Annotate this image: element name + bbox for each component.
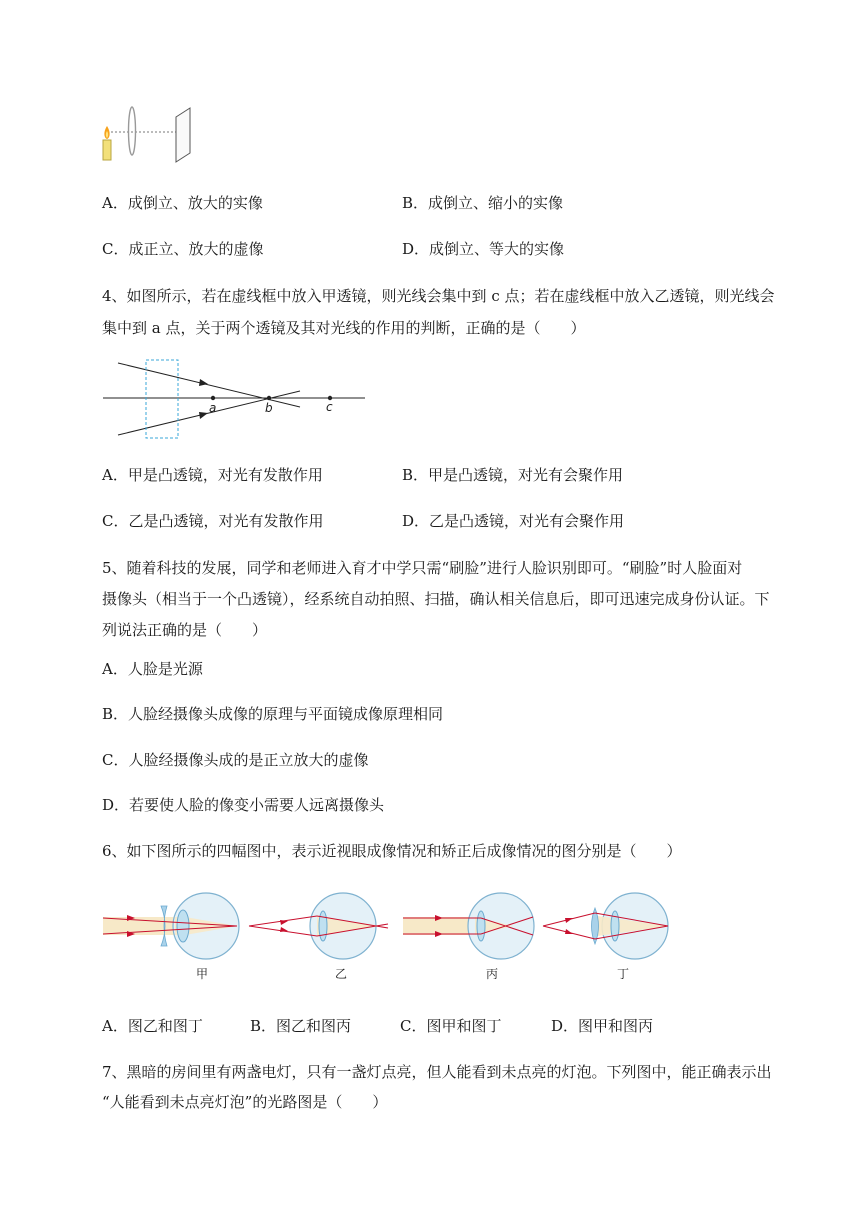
q6-option-a[interactable]: A．图乙和图丁: [102, 1017, 203, 1035]
q4-stem-line1: 4、如图所示，若在虚线框中放入甲透镜，则光线会集中到 c 点；若在虚线框中放入乙透镜，则光线会: [102, 287, 775, 305]
q5-stem-line2: 摄像头（相当于一个凸透镜），经系统自动拍照、扫描，确认相关信息后，即可迅速完成身份认证。下: [102, 590, 770, 608]
screen-icon: [176, 108, 190, 162]
q7-stem-line2: “人能看到未点亮灯泡”的光路图是（ ）: [102, 1093, 388, 1111]
q4-option-c[interactable]: C．乙是凸透镜，对光有发散作用: [102, 512, 324, 530]
q4-stem-line2: 集中到 a 点，关于两个透镜及其对光线的作用的判断，正确的是（ ）: [102, 319, 586, 337]
q5-stem-line1: 5、随着科技的发展，同学和老师进入育才中学只需“刷脸”进行人脸识别即可。“刷脸”时人脸面对: [102, 559, 743, 577]
q7-stem-line1: 7、黑暗的房间里有两盏电灯，只有一盏灯点亮，但人能看到未点亮的灯泡。下列图中，能正确表示出: [102, 1063, 772, 1081]
caption-jia: 甲: [196, 967, 209, 981]
point-a: [211, 396, 215, 400]
dashed-lens-box: [146, 360, 178, 438]
eye-diagram-jia: [103, 893, 239, 981]
q5-option-c[interactable]: C．人脸经摄像头成的是正立放大的虚像: [102, 751, 369, 769]
label-a: a: [209, 401, 217, 415]
q6-option-c[interactable]: C．图甲和图丁: [400, 1017, 502, 1035]
q6-option-d[interactable]: D．图甲和图丙: [551, 1017, 654, 1035]
eye-diagrams-figure: [103, 890, 683, 990]
q5-option-a[interactable]: A．人脸是光源: [102, 660, 203, 678]
label-c: c: [326, 400, 333, 414]
q5-option-d[interactable]: D．若要使人脸的像变小需要人远离摄像头: [102, 796, 385, 814]
q5-stem-line3: 列说法正确的是（ ）: [102, 621, 268, 639]
q4-option-b[interactable]: B．甲是凸透镜，对光有会聚作用: [402, 466, 624, 484]
q3-option-a[interactable]: A．成倒立、放大的实像: [102, 194, 263, 212]
q3-option-d[interactable]: D．成倒立、等大的实像: [402, 240, 565, 258]
q5-option-b[interactable]: B．人脸经摄像头成像的原理与平面镜成像原理相同: [102, 705, 444, 723]
point-b: [267, 396, 271, 400]
q6-stem: 6、如下图所示的四幅图中，表示近视眼成像情况和矫正后成像情况的图分别是（ ）: [102, 842, 682, 860]
q4-option-d[interactable]: D．乙是凸透镜，对光有会聚作用: [402, 512, 625, 530]
caption-ding: 丁: [617, 967, 630, 981]
caption-yi: 乙: [335, 967, 348, 981]
convex-lens-icon: [129, 107, 136, 155]
caption-bing: 丙: [486, 967, 499, 981]
eye-diagram-yi: [249, 893, 388, 981]
candle-icon: [103, 126, 111, 160]
q6-option-b[interactable]: B．图乙和图丙: [250, 1017, 352, 1035]
eye-diagram-bing: [403, 893, 534, 981]
candle-lens-screen-figure: [98, 105, 198, 165]
q3-option-c[interactable]: C．成正立、放大的虚像: [102, 240, 264, 258]
q4-option-a[interactable]: A．甲是凸透镜，对光有发散作用: [102, 466, 323, 484]
label-b: b: [265, 401, 273, 415]
eye-diagram-ding: [543, 893, 668, 981]
lens-ray-diagram: [100, 355, 370, 445]
q3-option-b[interactable]: B．成倒立、缩小的实像: [402, 194, 564, 212]
